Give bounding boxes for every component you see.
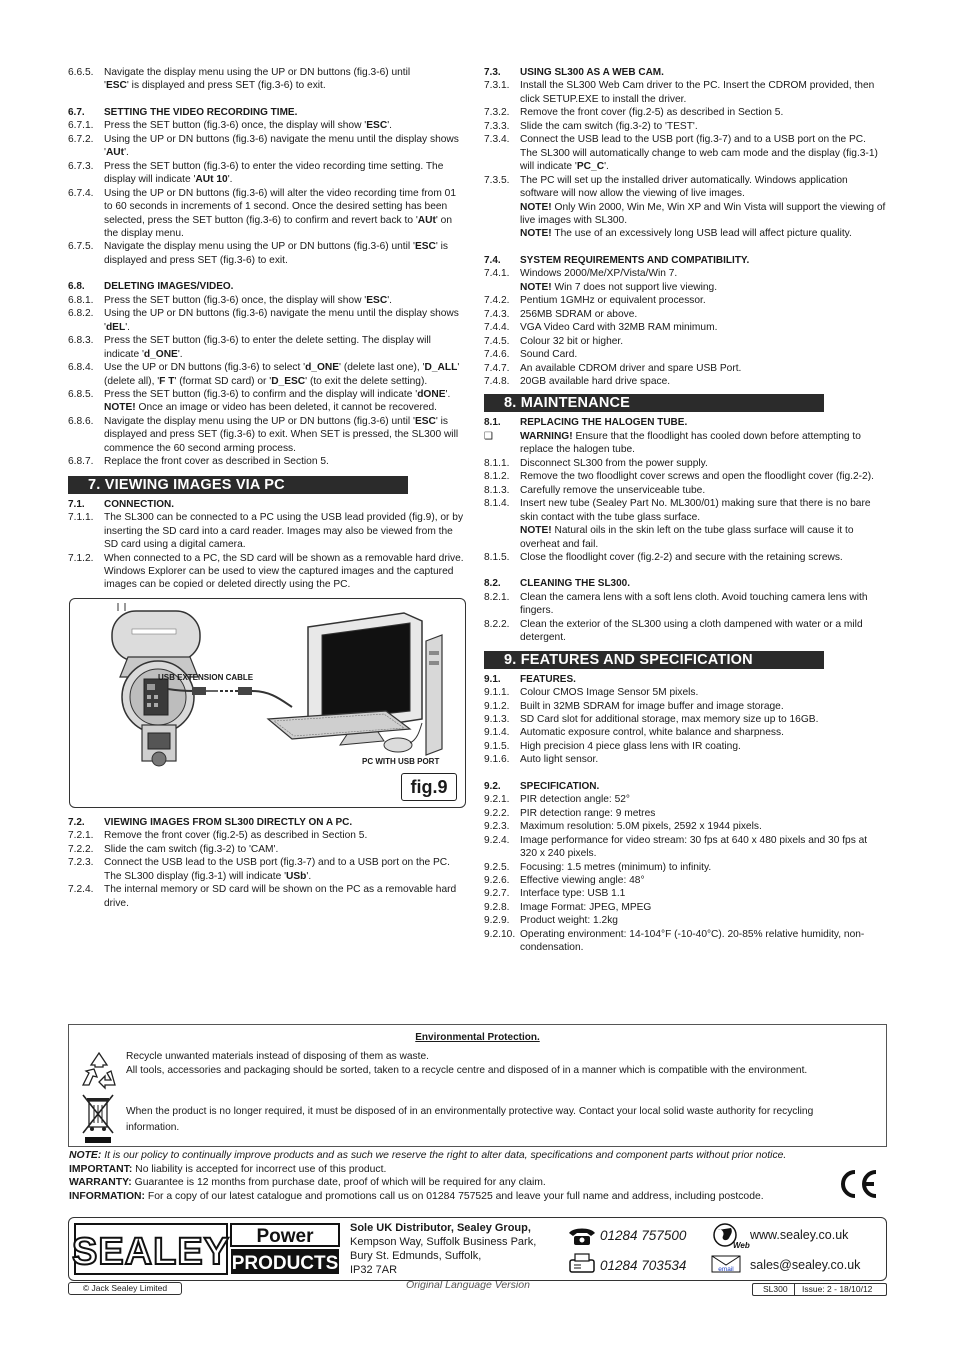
section-9-header: 9. FEATURES AND SPECIFICATION — [484, 651, 824, 669]
heading-8-2: 8.2. CLEANING THE SL300. — [484, 578, 631, 590]
heading-6-8: 6.8. DELETING IMAGES/VIDEO. — [68, 281, 234, 293]
telephone-icon — [567, 1225, 597, 1247]
svg-text:email: email — [718, 1266, 734, 1273]
step-7-3-4: 7.3.4. Connect the USB lead to the USB port (fig.3-7) and to a USB port on the PC. The SL300 will automatically change to web cam mode and the display (fig.3-1) will indicate 'PC_C'. — [484, 134, 878, 173]
step-8-1-5: 8.1.5. Close the floodlight cover (fig.2-2) and secure with the retaining screws. — [484, 551, 843, 563]
step-7-4-4: 7.4.4. VGA Video Card with 32MB RAM minimum. — [484, 322, 718, 334]
step-6-8-3: 6.8.3. Press the SET button (fig.3-6) to enter the delete setting. The display will indicate 'd_ONE'. — [68, 335, 431, 360]
step-6-7-5: 6.7.5. Navigate the display menu using the UP or DN buttons (fig.3-6) until 'ESC' is displayed and press SET (fig.3-6) to exit. — [68, 241, 449, 266]
distributor-address: Sole UK Distributor, Sealey Group, Kempson Way, Suffolk Business Park, Bury St. Edmunds, Suffolk, IP32 7AR — [350, 1222, 537, 1276]
fig-9-label: fig.9 — [401, 773, 457, 801]
step-9-1-6: 9.1.6. Auto light sensor. — [484, 754, 599, 766]
step-7-3-1: 7.3.1. Install the SL300 Web Cam driver to the PC. Insert the CDROM provided, then click SETUP.EXE to install the driver. — [484, 80, 875, 105]
step-6-7-4: 6.7.4. Using the UP or DN buttons (fig.3-6) will alter the video recording time from 01 to 60 seconds in increments of 1 second. Once the desired setting has been selected, press the SET button (fig.3-6) to confirm and revert back to 'AUt' on the display menu. — [68, 187, 456, 239]
spec-9-2-3: 9.2.3. Maximum resolution: 5.0M pixels, 2592 x 1944 pixels. — [484, 821, 762, 833]
spec-9-2-9: 9.2.9. Product weight: 1.2kg — [484, 915, 618, 927]
footer-box — [68, 1217, 887, 1281]
issue-box — [752, 1283, 887, 1296]
step-8-1-2: 8.1.2. Remove the two floodlight cover screws and open the floodlight cover (fig.2-2). — [484, 471, 874, 483]
environmental-protection-box — [68, 1024, 887, 1147]
warning-box-icon: ❑ — [484, 430, 494, 442]
legal-notes — [69, 1149, 859, 1203]
note-important: IMPORTANT: No liability is accepted for incorrect use of this product. — [69, 1163, 387, 1175]
step-7-4-6: 7.4.6. Sound Card. — [484, 349, 578, 361]
heading-7-2: 7.2. VIEWING IMAGES FROM SL300 DIRECTLY ON A PC. — [68, 816, 353, 828]
step-7-4-3: 7.4.3. 256MB SDRAM or above. — [484, 308, 638, 320]
step-8-1-1: 8.1.1. Disconnect SL300 from the power supply. — [484, 457, 708, 469]
pc-label: PC WITH USB PORT — [362, 756, 440, 766]
env-disposal-text: When the product is no longer required, it must be disposed of in an environmentally protective way. Contact your local solid waste authority for recycling information. — [126, 1106, 814, 1133]
env-recycle-text: Recycle unwanted materials instead of disposing of them as waste. All tools, accessories and packaging should be sorted, taken to a recycle centre and disposed of in a manner which is compatible with the environment. — [126, 1051, 808, 1076]
copyright-label: © Jack Sealey Limited — [68, 1282, 182, 1295]
step-7-4-7: 7.4.7. An available CDROM driver and spare USB Port. — [484, 362, 742, 374]
svg-text:SEALEY: SEALEY — [71, 1231, 231, 1273]
phone-number[interactable]: 01284 757500 — [600, 1228, 687, 1243]
step-9-1-3: 9.1.3. SD Card slot for additional storage, max memory size up to 16GB. — [484, 714, 819, 726]
step-6-8-7: 6.8.7. Replace the front cover as described in Section 5. — [68, 456, 329, 468]
heading-9-1: 9.1. FEATURES. — [484, 673, 576, 685]
step-7-2-4: 7.2.4. The internal memory or SD card will be shown on the PC as a removable hard drive. — [68, 884, 457, 909]
step-9-1-4: 9.1.4. Automatic exposure control, white balance and sharpness. — [484, 727, 784, 739]
email-link[interactable]: sales@sealey.co.uk — [750, 1258, 861, 1272]
heading-6-7: 6.7. SETTING THE VIDEO RECORDING TIME. — [68, 106, 298, 118]
spec-9-2-1: 9.2.1. PIR detection angle: 52° — [484, 794, 630, 806]
step-7-1-2: 7.1.2. When connected to a PC, the SD card will be shown as a removable hard drive. Windows Explorer can be used to view the captured images and the captured images can be copied or deleted directly using the PC. — [68, 552, 464, 591]
step-7-2-2: 7.2.2. Slide the cam switch (fig.3-2) to 'CAM'. — [68, 843, 279, 855]
spec-9-2-10: 9.2.10. Operating environment: 14-104°F (-10-40°C). 20-85% relative humidity, non-condensation. — [484, 928, 865, 954]
step-7-4-5: 7.4.5. Colour 32 bit or higher. — [484, 335, 624, 347]
step-8-1-3: 8.1.3. Carefully remove the unserviceable tube. — [484, 484, 706, 496]
spec-9-2-2: 9.2.2. PIR detection range: 9 metres — [484, 807, 656, 819]
heading-7-1: 7.1. CONNECTION. — [68, 498, 174, 510]
step-7-4-1: 7.4.1. Windows 2000/Me/XP/Vista/Win 7. NOTE! Win 7 does not support live viewing. — [484, 268, 718, 293]
step-7-4-8: 7.4.8. 20GB available hard drive space. — [484, 375, 671, 387]
model-number: SL300 — [763, 1284, 788, 1294]
step-6-6-5: 6.6.5. Navigate the display menu using the UP or DN buttons (fig.3-6) until 'ESC' is displayed and press SET (fig.3-6) to exit. — [68, 67, 411, 92]
web-globe-icon — [711, 1222, 750, 1250]
sealey-power-products-logo — [71, 1224, 341, 1274]
step-6-8-5: 6.8.5. Press the SET button (fig.3-6) to confirm and the display will indicate 'dONE'. NOTE! Once an image or video has been deleted, it cannot be recovered. — [68, 388, 451, 414]
step-6-8-6: 6.8.6. Navigate the display menu using the UP or DN buttons (fig.3-6) until 'ESC' is displayed and press SET (fig.3-6) to exit. When SET is pressed, the SL300 will commence the 60 second arming process. — [68, 415, 459, 454]
heading-7-3: 7.3. USING SL300 AS A WEB CAM. — [484, 67, 664, 78]
step-7-1-1: 7.1.1. The SL300 can be connected to a PC using the USB lead provided (fig.9), or by inserting the SD card into a card reader. Images may also be viewed from the SD card using a digital camera. — [68, 512, 464, 551]
fig-9-illustration — [69, 598, 466, 808]
step-7-3-2: 7.3.2. Remove the front cover (fig.2-5) as described in Section 5. — [484, 107, 784, 119]
fax-icon — [567, 1252, 597, 1274]
usb-cable-label: USB EXTENSION CABLE — [158, 672, 254, 682]
section-8-header: 8. MAINTENANCE — [484, 394, 824, 412]
heading-8-1: 8.1. REPLACING THE HALOGEN TUBE. — [484, 417, 688, 429]
note-warranty: WARRANTY: Guarantee is 12 months from purchase date, proof of which will be required for any claim. — [69, 1177, 546, 1188]
step-9-1-5: 9.1.5. High precision 4 piece glass lens with IR coating. — [484, 740, 741, 752]
step-6-7-2: 6.7.2. Using the UP or DN buttons (fig.3-6) navigate the menu until the display shows 'AUt'. — [68, 133, 459, 159]
step-7-3-3: 7.3.3. Slide the cam switch (fig.3-2) to 'TEST'. — [484, 120, 698, 132]
spec-9-2-4: 9.2.4. Image performance for video stream: 30 fps at 640 x 480 pixels and 30 fps at 320 x 240 pixels. — [484, 834, 868, 860]
step-6-8-2: 6.8.2. Using the UP or DN buttons (fig.3-6) navigate the menu until the display shows 'dEL'. — [68, 308, 459, 333]
step-8-1-4: 8.1.4. Insert new tube (Sealey Part No. ML300/01) making sure that there is no bare skin contact with the tube glass surface. NOTE! Natural oils in the skin left on the tube glass surface will cause it to overheat and fail. — [484, 498, 871, 550]
step-6-8-4: 6.8.4. Use the UP or DN buttons (fig.3-6) to select 'd_ONE' (delete last one), 'D_ALL' (delete all), 'F T' (format SD card) or 'D_ESC' (to exit the delete setting). — [68, 362, 460, 387]
spec-9-2-6: 9.2.6. Effective viewing angle: 48° — [484, 875, 645, 887]
step-7-4-2: 7.4.2. Pentium 1GMHz or equivalent processor. — [484, 295, 706, 307]
right-column — [484, 66, 886, 955]
heading-9-2: 9.2. SPECIFICATION. — [484, 780, 600, 792]
spec-9-2-7: 9.2.7. Interface type: USB 1.1 — [484, 888, 626, 900]
svg-text:Web: Web — [733, 1241, 750, 1250]
step-9-1-1: 9.1.1. Colour CMOS Image Sensor 5M pixels. — [484, 687, 699, 699]
ce-mark-icon — [836, 1166, 880, 1202]
section-7-header: 7. VIEWING IMAGES VIA PC — [68, 476, 408, 494]
step-6-7-1: 6.7.1. Press the SET button (fig.3-6) once, the display will show 'ESC'. — [68, 120, 392, 132]
step-6-8-1: 6.8.1. Press the SET button (fig.3-6) once, the display will show 'ESC'. — [68, 294, 392, 306]
recycle-icon — [77, 1049, 121, 1093]
step-6-7-3: 6.7.3. Press the SET button (fig.3-6) to enter the video recording time setting. The display will indicate 'AUt 10'. — [68, 160, 444, 186]
website-link[interactable]: www.sealey.co.uk — [750, 1228, 849, 1242]
step-7-3-5: 7.3.5. The PC will set up the installed driver automatically. Windows application software will now allow the viewing of live images. NOTE! Only Win 2000, Win Me, Win XP and Win Vista will support the viewing of live images with SL300. NOTE! The use of an excessively long USB lead will affect picture quality. — [484, 174, 886, 240]
step-7-2-1: 7.2.1. Remove the front cover (fig.2-5) as described in Section 5. — [68, 830, 368, 842]
step-9-1-2: 9.1.2. Built in 32MB SDRAM for image buffer and image storage. — [484, 700, 784, 712]
language-note: Original Language Version — [406, 1279, 530, 1291]
note-information: INFORMATION: For a copy of our latest catalogue and promotions call us on 01284 757525 and leave your full name and address, including postcode. — [69, 1190, 764, 1202]
env-title: Environmental Protection. — [415, 1032, 540, 1043]
step-8-2-2: 8.2.2. Clean the exterior of the SL300 using a cloth dampened with water or a mild detergent. — [484, 618, 863, 644]
warning-halogen: ❑ WARNING! Ensure that the floodlight has cooled down before attempting to replace the halogen tube. — [484, 430, 861, 456]
issue-date: Issue: 2 - 18/10/12 — [802, 1284, 873, 1294]
crossed-bin-icon — [81, 1093, 115, 1145]
note-policy: NOTE: It is our policy to continually improve products and as such we reserve the right to alter data, specifications and component parts without prior notice. — [69, 1150, 787, 1161]
step-7-2-3: 7.2.3. Connect the USB lead to the USB port (fig.3-7) and to a USB port on the PC. The SL300 display (fig.3-1) will indicate 'USb'. — [68, 857, 450, 882]
email-icon — [711, 1254, 741, 1274]
step-8-2-1: 8.2.1. Clean the camera lens with a soft lens cloth. Avoid touching camera lens with fingers. — [484, 591, 868, 617]
spec-9-2-5: 9.2.5. Focusing: 1.5 metres (minimum) to infinity. — [484, 861, 712, 873]
svg-text:Power: Power — [256, 1226, 314, 1247]
heading-7-4: 7.4. SYSTEM REQUIREMENTS AND COMPATIBILITY. — [484, 254, 750, 266]
spec-9-2-8: 9.2.8. Image Format: JPEG, MPEG — [484, 901, 652, 913]
svg-text:PRODUCTS: PRODUCTS — [231, 1253, 339, 1274]
left-column — [68, 66, 465, 910]
fax-number[interactable]: 01284 703534 — [600, 1258, 687, 1273]
